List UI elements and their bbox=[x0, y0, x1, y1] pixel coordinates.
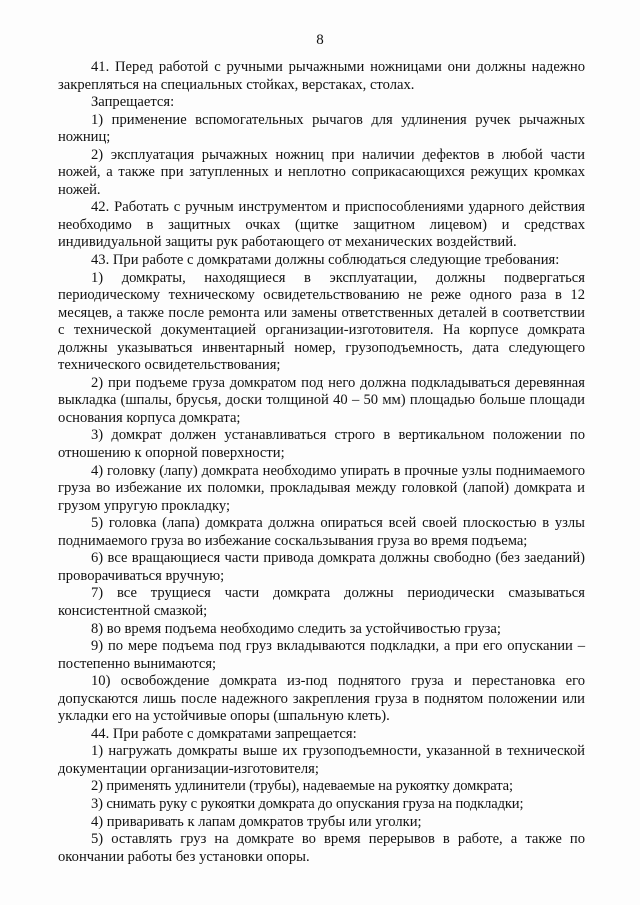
paragraph-43-item-4: 4) головку (лапу) домкрата необходимо упирать в прочные узлы поднимаемого груза во избежание их поломки, прокладывая между головкой (лапой) домкрата и грузом упругую прокладку; bbox=[58, 462, 585, 514]
paragraph-43-item-1: 1) домкраты, находящиеся в эксплуатации, должны подвергаться периодическому техническому освидетельствованию не реже одного раза в 12 месяцев, а также после ремонта или замены ответственных деталей в соответствии с технической документацией организации-изготовителя. На корпусе домкрата должны указываться инвентарный номер, грузоподъемность, дата следующего технического освидетельствования; bbox=[58, 269, 585, 374]
paragraph-prohibited-heading: Запрещается: bbox=[91, 94, 175, 111]
paragraph-44-item-2: 2) применять удлинители (трубы), надеваемые на рукоятку домкрата; bbox=[91, 778, 513, 795]
document-body bbox=[58, 59, 585, 866]
paragraph-44: 44. При работе с домкратами запрещается: bbox=[91, 725, 357, 742]
paragraph-43-item-5: 5) головка (лапа) домкрата должна опираться всей своей плоскостью в узлы поднимаемого груза во избежание соскальзывания груза во время подъема; bbox=[58, 515, 585, 549]
paragraph-43-item-10: 10) освобождение домкрата из-под поднятого груза и перестановка его допускаются лишь после надежного закрепления груза в поднятом положении или укладки его на устойчивые опоры (шпальную клеть). bbox=[58, 673, 585, 725]
paragraph-42: 42. Работать с ручным инструментом и приспособлениями ударного действия необходимо в защитных очках (щитке защитном лицевом) и средствах индивидуальной защиты рук работающего от механических воздействий. bbox=[58, 199, 585, 251]
paragraph-43-item-2: 2) при подъеме груза домкратом под него должна подкладываться деревянная выкладка (шпалы, брусья, доски толщиной 40 – 50 мм) площадью больше площади основания корпуса домкрата; bbox=[58, 374, 585, 426]
paragraph-43-item-9: 9) по мере подъема под груз вкладываются подкладки, а при его опускании – постепенно вынимаются; bbox=[58, 638, 585, 672]
paragraph-41-item-2: 2) эксплуатация рычажных ножниц при наличии дефектов в любой части ножей, а также при затупленных и неплотно соприкасающихся режущих кромках ножей. bbox=[58, 146, 585, 198]
paragraph-44-item-5: 5) оставлять груз на домкрате во время перерывов в работе, а также по окончании работы без установки опоры. bbox=[58, 831, 585, 865]
paragraph-43-item-8: 8) во время подъема необходимо следить за устойчивостью груза; bbox=[91, 620, 501, 637]
paragraph-43-item-6: 6) все вращающиеся части привода домкрата должны свободно (без заеданий) проворачиваться вручную; bbox=[58, 550, 585, 584]
paragraph-44-item-3: 3) снимать руку с рукоятки домкрата до опускания груза на подкладки; bbox=[91, 795, 524, 812]
paragraph-44-item-1: 1) нагружать домкраты выше их грузоподъемности, указанной в технической документации организации-изготовителя; bbox=[58, 743, 585, 777]
paragraph-43-item-3: 3) домкрат должен устанавливаться строго в вертикальном положении по отношению к опорной поверхности; bbox=[58, 427, 585, 462]
paragraph-43: 43. При работе с домкратами должны соблюдаться следующие требования: bbox=[91, 252, 560, 269]
paragraph-44-item-4: 4) приваривать к лапам домкратов трубы или уголки; bbox=[91, 813, 422, 830]
paragraph-43-item-7: 7) все трущиеся части домкрата должны периодически смазываться консистентной смазкой; bbox=[58, 585, 585, 619]
paragraph-41: 41. Перед работой с ручными рычажными ножницами они должны надежно закрепляться на специальных стойках, верстаках, столах. bbox=[58, 59, 585, 93]
page-number: 8 bbox=[316, 32, 324, 48]
paragraph-41-item-1: 1) применение вспомогательных рычагов для удлинения ручек рычажных ножниц; bbox=[58, 111, 585, 146]
